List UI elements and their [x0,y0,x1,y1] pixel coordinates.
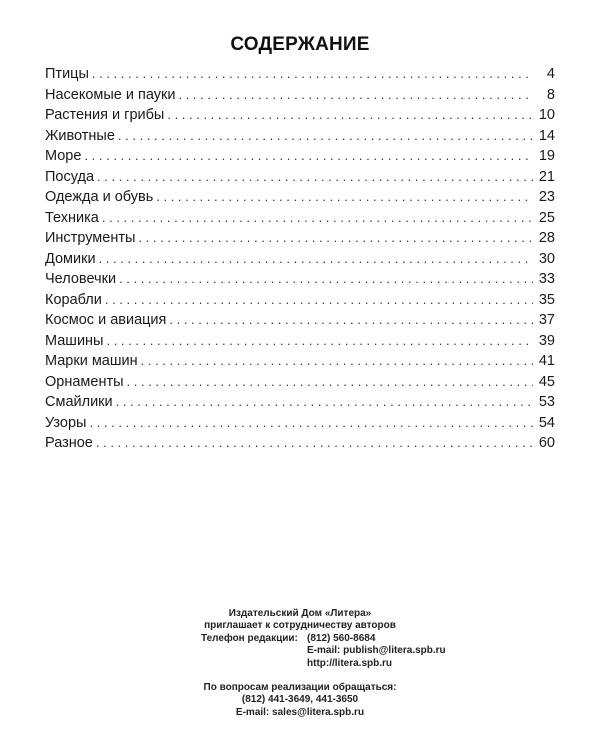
toc-entry-page: 37 [538,312,555,328]
toc-entry-label: Насекомые и пауки [45,86,176,103]
publisher-info [0,608,600,719]
toc-entry [45,85,555,106]
toc-entry [45,228,555,249]
phone-row [0,633,600,645]
toc-leader-dots [116,392,533,413]
toc-leader-dots [169,310,533,331]
toc-entry [45,105,555,126]
toc-entry-label: Космос и авиация [45,312,167,328]
toc-entry-label: Разное [45,435,93,451]
toc-entry-page: 4 [546,66,555,82]
toc-leader-dots [92,64,533,85]
sales-heading: По вопросам реализации обращаться: [203,681,397,693]
toc-entry [45,372,555,393]
sales-email: E-mail: sales@litera.spb.ru [235,706,365,718]
toc-leader-dots [156,187,533,208]
toc-leader-dots [99,249,533,270]
email-row [0,645,600,657]
toc-leader-dots [141,351,533,372]
toc-entry-page: 23 [538,189,555,205]
toc-entry-label: Одежда и обувь [45,189,154,205]
toc-entry-label: Море [45,148,82,164]
toc-entry-page: 54 [538,414,555,431]
toc-entry [45,269,555,290]
toc-leader-dots [178,85,533,106]
editorial-email: E-mail: publish@litera.spb.ru [307,645,446,657]
toc-entry-page: 19 [538,148,555,164]
toc-leader-dots [102,208,533,229]
toc-entry-label: Птицы [45,66,89,82]
toc-entry-label: Человечки [45,271,117,287]
toc-entry [45,433,555,454]
toc-entry-page: 14 [538,127,555,144]
toc-leader-dots [138,228,533,249]
toc-entry-label: Орнаменты [45,373,124,390]
page-title: СОДЕРЖАНИЕ [230,33,370,55]
toc-entry [45,413,555,434]
toc-leader-dots [89,413,533,434]
toc-entry-label: Животные [45,127,115,144]
toc-entry [45,290,555,311]
toc-entry-label: Посуда [45,168,95,185]
toc-entry-page: 21 [538,168,555,185]
toc-entry [45,392,555,413]
toc-entry-label: Смайлики [45,394,113,410]
toc-entry-page: 28 [538,230,555,246]
toc-entry-label: Домики [45,250,96,267]
toc-entry [45,146,555,167]
phone-label: Телефон редакции: [201,632,298,644]
toc-entry-page: 33 [538,271,555,287]
sales-phones: (812) 441-3649, 441-3650 [241,694,359,706]
toc-leader-dots [105,290,533,311]
toc-entry [45,64,555,85]
toc-leader-dots [127,372,533,393]
toc-leader-dots [167,105,533,126]
toc-entry-page: 39 [538,332,555,349]
toc-entry [45,310,555,331]
toc-entry-page: 45 [538,373,555,390]
toc-entry-label: Техника [45,209,99,226]
toc-entry-label: Инструменты [45,230,136,246]
toc-entry-label: Растения и грибы [45,107,165,123]
toc-entry-label: Корабли [45,291,102,308]
toc-entry-page: 41 [538,353,555,369]
toc-leader-dots [106,331,533,352]
toc-entry [45,331,555,352]
toc-entry-page: 53 [538,394,555,410]
publisher-name: Издательский Дом «Литера» [228,608,372,619]
website-link: http://litera.spb.ru [307,657,392,669]
toc-entry [45,208,555,229]
toc-entry [45,249,555,270]
toc-entry [45,351,555,372]
toc-leader-dots [118,126,533,147]
toc-entry-label: Машины [45,332,104,349]
website-row [0,658,600,670]
phone-value: (812) 560-8684 [307,632,376,644]
toc-entry-page: 30 [538,250,555,267]
toc-entry [45,167,555,188]
toc-entry-page: 35 [538,291,555,308]
toc-leader-dots [84,146,533,167]
table-of-contents [45,64,555,454]
toc-entry-page: 8 [546,86,555,103]
toc-entry-page: 10 [538,107,555,123]
toc-entry-label: Марки машин [45,353,138,369]
toc-entry [45,187,555,208]
toc-entry-page: 60 [538,435,555,451]
toc-entry-page: 25 [538,209,555,226]
toc-leader-dots [96,433,533,454]
toc-leader-dots [119,269,533,290]
publisher-invite: приглашает к сотрудничеству авторов [204,620,396,632]
toc-entry-label: Узоры [45,414,87,431]
toc-entry [45,126,555,147]
toc-leader-dots [97,167,533,188]
